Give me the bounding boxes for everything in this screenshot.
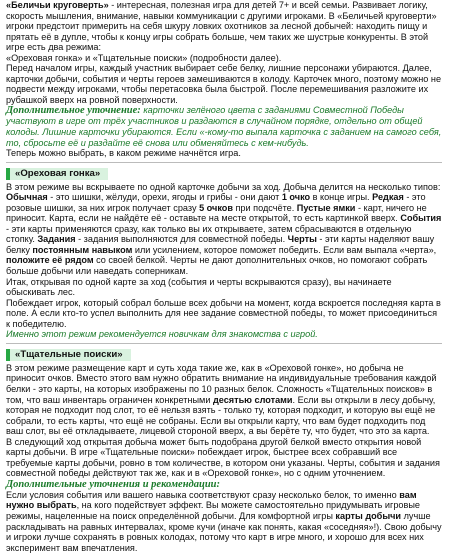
rare-loot-label: Редкая [372, 192, 404, 203]
clarification-text: карточки зелёного цвета с заданиями Совместной Победы участвуют в игре от трёх участников и раздаются в случайном порядке, отдельно от общей колоды. Лишние карточки убираются. Если «-кому-то выпала карточка с заданием на самого себя, то, сбросьте её и раздайте её снова или обменяйтесь с кем-нибудь. [6, 105, 442, 148]
modes-list: «Ореховая гонка» и «Тщательные поиски» (подробности далее). [6, 52, 282, 63]
you-choose-label: вам нужно выбрать [6, 489, 417, 511]
empty-pits-label: Пустые ямки [296, 202, 356, 213]
setup-paragraph: Перед началом игры, каждый участник выбирает себе белку, лишние персонажи убираются. Далее, карточки добычи, события и черты героев замешиваются в колоду. Карточек много, поэтому можно не подвести между игроками, чтобы перетасовка была быстрой. После перемешивания разложите их рубашкой вверх на ровной поверхности. [6, 63, 442, 105]
section-header-careful-search: «Тщательные поиски» [6, 349, 131, 361]
intro-text: - интересная, полезная игра для детей 7+ и всей семьи. Развивает логику, скорость мышления, внимание, навыки коммуникации с другими игроками. В «Беличьей круговерти» игроки предстоит примерить на себя шкуру ловких охотников за лесной добычей: находить пищу и прятать её в дупле, чтобы к концу игры собрать больше, чем таких же шустрые конкуренты. В этой игре есть два режима: [6, 0, 437, 53]
choose-mode-text: Теперь можно выбрать, в каком режиме начнётся игра. [6, 148, 241, 159]
events-label: События [400, 213, 442, 224]
tasks-label: Задания [37, 234, 76, 245]
nut-race-section [6, 163, 442, 340]
extra-clarifications-heading: Дополнительные уточнения и рекомендации: [6, 478, 220, 490]
put-near-label: положите её рядом [6, 255, 94, 266]
clarification-label: Дополнительное уточнение: [6, 105, 141, 117]
section-header-nut-race: «Ореховая гонка» [6, 168, 108, 180]
traits-label: Черты [287, 234, 317, 245]
nut-race-turn: Итак, открывая по одной карте за ход (события и черты вскрываются сразу), вы начинаете обыскивать лес. [6, 276, 392, 298]
common-loot-label: Обычная [6, 192, 48, 203]
nut-race-rules: В этом режиме вы вскрываете по одной карточке добычи за ход. Добыча делится на несколько типов: Обычная - это шишки, жёлуди, орехи, ягоды и грибы - они дают 1 очко в конце игры. Редкая - это розовые шишки, за них игрок получает сразу 5 очков при подсчёте. Пустые ямки - карт, ничего не приносит. Карта, если не найдёте её - оставьте на месте открытой, то есть картинкой вверх. События - эти карты применяются сразу, как только вы их открываете, затем сбрасываются в отдельную стопку. Задания - задания выполняются для совместной победы. Черты - эти карты наделяют вашу белку постоянным навыком или усилением, которое поможет победить. Если вам выпала «черта», положите её рядом со своей белкой. Черты не дают дополнительных очков, но помогают собрать больше добычи или наведать соперникам. [6, 181, 442, 277]
ten-slots-label: десятью слотами [212, 394, 293, 405]
loot-cards-label: карты добычи [335, 510, 402, 521]
five-points-label: 5 очков [199, 202, 233, 213]
intro-paragraph [6, 0, 442, 53]
one-point-label: 1 очко [281, 192, 311, 203]
careful-search-section [6, 344, 442, 553]
clarification-paragraph [6, 105, 442, 148]
nut-race-victory: Побеждает игрок, который собрал больше всех добычи на момент, когда вскроется последняя карта в поле. А если кто-то успел выполнить для нее задание совместной победы, то может присоединиться к победителю. [6, 297, 441, 329]
game-title: «Беличьи круговерть» [6, 0, 109, 10]
recommendation-text: Именно этот режим рекомендуется новичкам для знакомства с игрой. [6, 329, 318, 340]
careful-search-rules: В этом режиме размещение карт и суть хода такие же, как в «Ореховой гонке», но добыча не приносит очков. Вместо этого вам нужно обратить внимание на индивидуальные требования каждой белки - это карты, на которых изображены по 10 разных белок. Сложность «Тщательных поисков» в том, что ваш инвентарь ограничен конкретными десятью слотами. Если вы открыли в лесу добычу, которая не подходит под слот, то её нельзя взять - только ту, которая подходит, и которую вы ещё не собрали, то есть карты, что ещё не собраны. Если вы открыли карту, что вам будет подходить под ваш слот, вы её откладываете, лицевой стороной вверх, а вы берёте ту, что будет, что это за карта. [6, 362, 437, 437]
extra-clarifications-text: Если условия события или вашего навыка соответствуют сразу несколько белок, то именно вам нужно выбрать, на кого подействует эффект. Вы можете самостоятельно придумывать игровые режимы, нацеленные на поиск определённой добычи. Для комфортной игры карты добычи лучше раскладывать на равных интервалах, кроме кучи (иначе как понять, какая «соседняя»!). Свою добычу и игроки лучше сохранять в ровных колодах, потому что карт в игре много, и хорошо для всех них эксперимент вам впечатления. [6, 489, 442, 553]
intro-section [6, 0, 442, 159]
permanent-skill-label: постоянным навыком [32, 244, 133, 255]
careful-search-victory: В следующий ход открытая добыча может быть подобрана другой белкой вместо открытия новой карты добычи. В игре «Тщательные поиски» побеждает игрок, быстрее всех собравший все требуемые карты добычи, ровно в том количестве, в котором они указаны. Черты, события и задания совместной победы действуют так же, как и в «Ореховой гонке», но с одним уточнением. [6, 436, 440, 479]
